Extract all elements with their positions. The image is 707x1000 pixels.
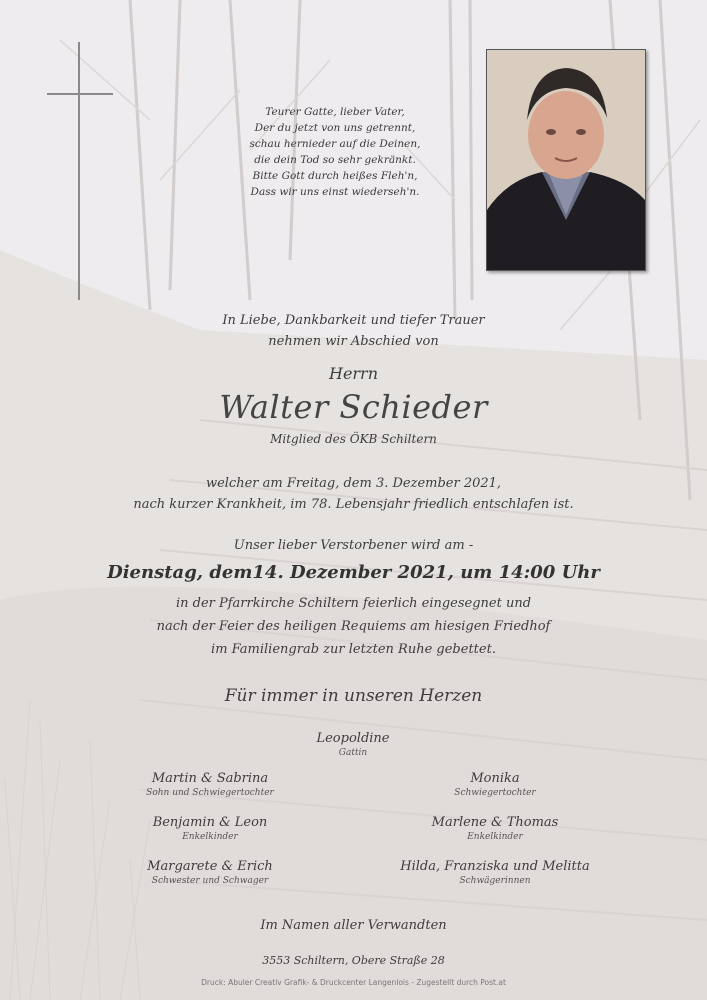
address-line: 3553 Schiltern, Obere Straße 28	[262, 954, 445, 967]
poem-line: die dein Tod so sehr gekränkt.	[254, 154, 416, 166]
funeral-line-3: im Familiengrab zur letzten Ruhe gebettet.	[211, 642, 496, 657]
poem-line: Bitte Gott durch heißes Fleh'n,	[252, 170, 418, 182]
family-widow	[233, 731, 473, 759]
deceased-name: Walter Schieder	[219, 388, 488, 426]
deceased-title: Herrn	[328, 364, 379, 383]
portrait-photo	[486, 49, 646, 271]
family-member-relation: Schwiegertochter	[454, 788, 536, 798]
signature-line: Im Namen aller Verwandten	[260, 918, 447, 933]
family-member-name: Benjamin & Leon	[152, 815, 268, 830]
memorial-cross-vertical	[78, 42, 80, 300]
funeral-intro: Unser lieber Verstorbener wird am -	[233, 538, 474, 553]
funeral-line-2: nach der Feier des heiligen Requiems am hiesigen Friedhof	[156, 619, 551, 634]
intro-line-1: In Liebe, Dankbarkeit und tiefer Trauer	[222, 313, 485, 328]
family-entry-right	[375, 859, 615, 887]
family-member-relation: Sohn und Schwiegertochter	[146, 788, 274, 798]
poem-line: schau hernieder auf die Deinen,	[249, 138, 421, 150]
family-member-name: Leopoldine	[316, 731, 390, 746]
poem-line: Dass wir uns einst wiederseh'n.	[250, 186, 420, 198]
memorial-poem	[210, 104, 460, 200]
death-line-2: nach kurzer Krankheit, im 78. Lebensjahr friedlich entschlafen ist.	[133, 497, 574, 512]
family-member-name: Hilda, Franziska und Melitta	[400, 859, 590, 874]
family-member-relation: Schwester und Schwager	[151, 876, 269, 886]
family-entry-right	[375, 771, 615, 799]
intro-line-2: nehmen wir Abschied von	[268, 334, 439, 349]
family-member-relation: Enkelkinder	[182, 832, 238, 842]
family-member-name: Margarete & Erich	[147, 859, 273, 874]
memorial-cross-horizontal	[47, 93, 113, 95]
funeral-date: Dienstag, dem14. Dezember 2021, um 14:00 Uhr	[107, 562, 600, 583]
poem-line: Der du jetzt von uns getrennt,	[254, 122, 416, 134]
family-member-name: Marlene & Thomas	[431, 815, 559, 830]
death-line-1: welcher am Freitag, dem 3. Dezember 2021,	[205, 476, 502, 491]
family-member-relation: Gattin	[338, 748, 368, 758]
family-member-relation: Enkelkinder	[467, 832, 523, 842]
closing-line: Für immer in unseren Herzen	[224, 686, 483, 706]
family-entry-right	[375, 815, 615, 843]
family-member-relation: Schwägerinnen	[459, 876, 531, 886]
family-entry-left	[90, 859, 330, 887]
family-entry-left	[90, 771, 330, 799]
printer-note: Druck: Abuler Creativ Grafik- & Druckcenter Langenlois - Zugestellt durch Post.at	[201, 978, 506, 987]
family-member-name: Martin & Sabrina	[151, 771, 269, 786]
family-member-name: Monika	[470, 771, 520, 786]
poem-line: Teurer Gatte, lieber Vater,	[265, 106, 405, 118]
funeral-line-1: in der Pfarrkirche Schiltern feierlich eingesegnet und	[175, 596, 532, 611]
family-entry-left	[90, 815, 330, 843]
deceased-membership: Mitglied des ÖKB Schiltern	[270, 432, 437, 446]
